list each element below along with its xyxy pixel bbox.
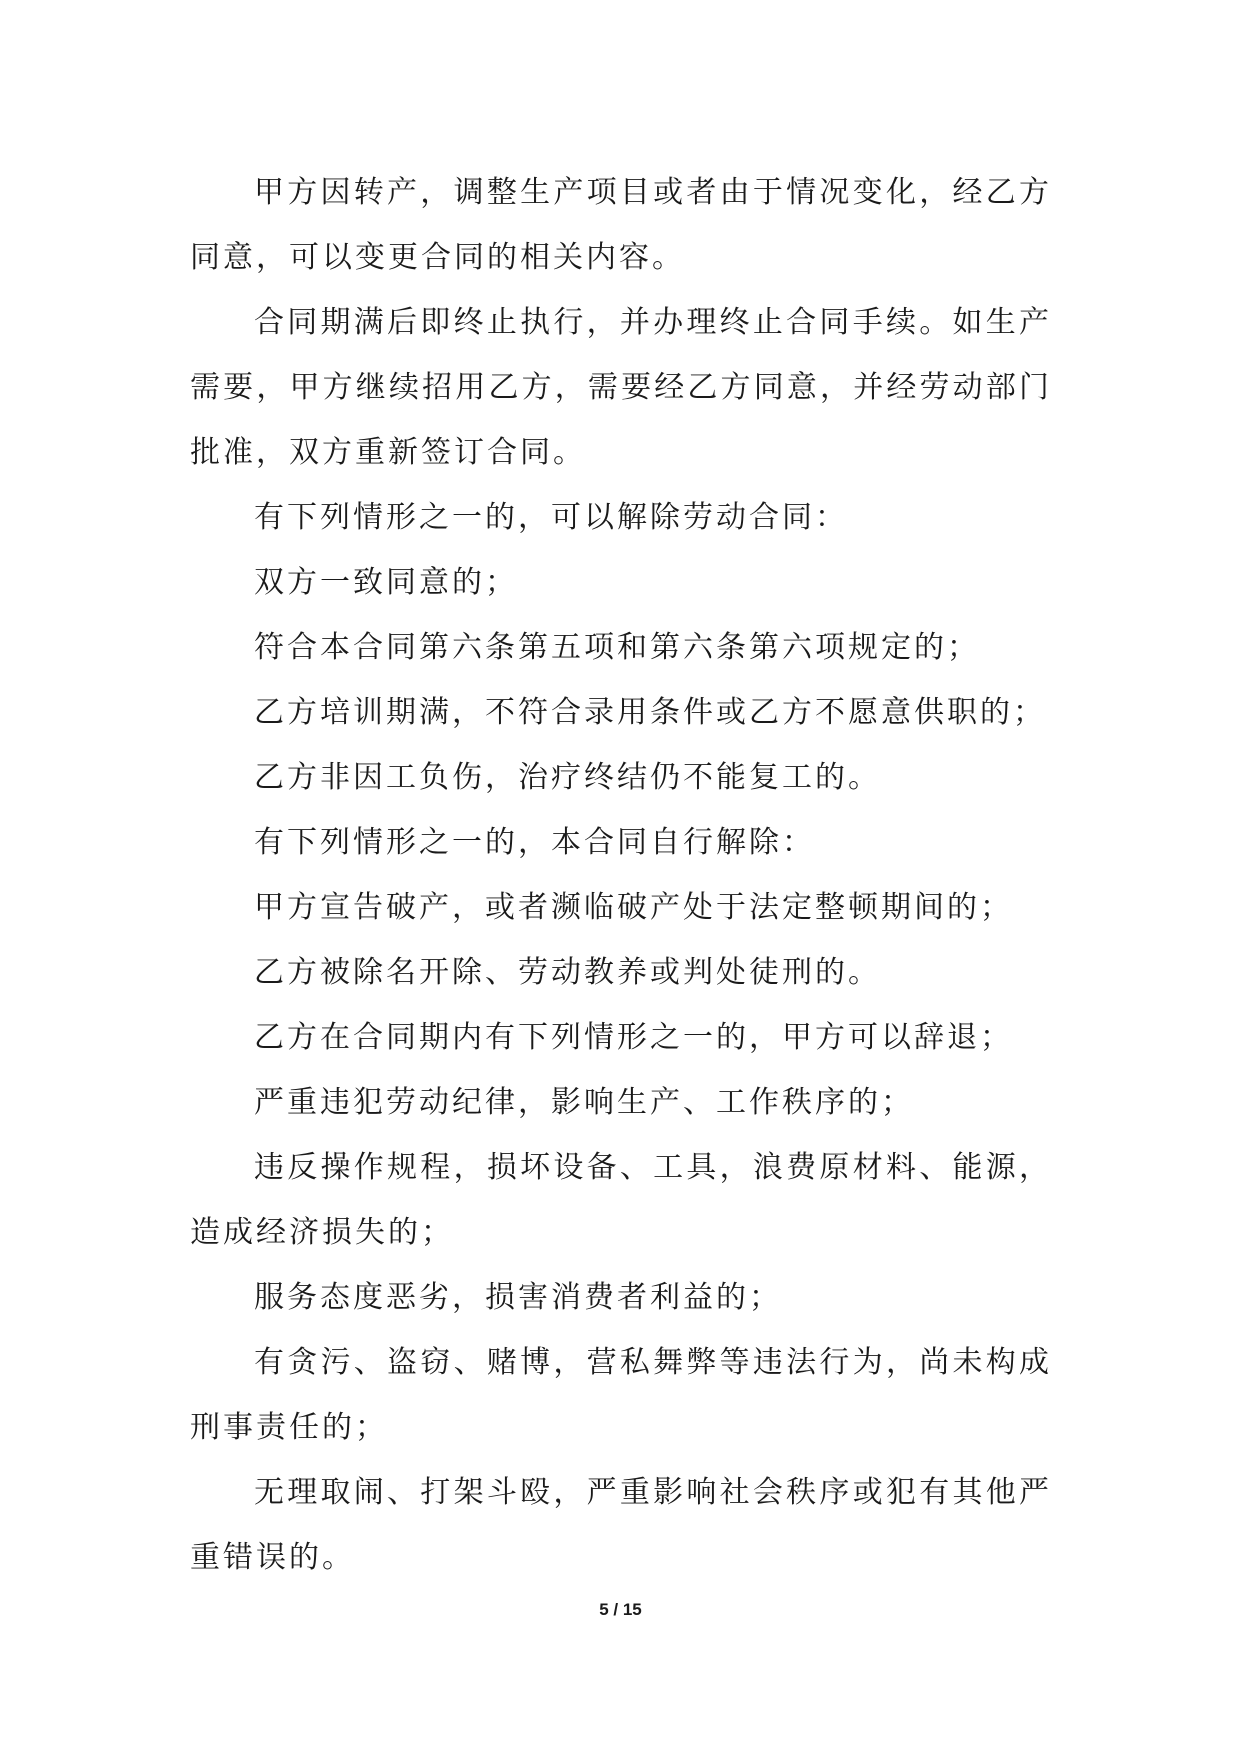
paragraph: 乙方被除名开除、劳动教养或判处徒刑的。 (254, 955, 881, 990)
document-body (190, 160, 1052, 1590)
paragraph: 合同期满后即终止执行，并办理终止合同手续。如生产需要，甲方继续招用乙方，需要经乙方同意，并经劳动部门批准，双方重新签订合同。 (190, 305, 1052, 470)
paragraph: 乙方非因工负伤，治疗终结仍不能复工的。 (254, 760, 881, 795)
paragraph: 有下列情形之一的，可以解除劳动合同： (254, 500, 848, 535)
paragraph: 甲方因转产，调整生产项目或者由于情况变化，经乙方同意，可以变更合同的相关内容。 (190, 175, 1052, 275)
paragraph: 严重违犯劳动纪律，影响生产、工作秩序的； (254, 1085, 914, 1120)
paragraph: 有下列情形之一的，本合同自行解除： (254, 825, 815, 860)
paragraph: 乙方在合同期内有下列情形之一的，甲方可以辞退； (254, 1020, 1013, 1055)
paragraph: 服务态度恶劣，损害消费者利益的； (254, 1280, 782, 1315)
paragraph: 符合本合同第六条第五项和第六条第六项规定的； (254, 630, 980, 665)
paragraph: 乙方培训期满，不符合录用条件或乙方不愿意供职的； (254, 695, 1046, 730)
paragraph: 违反操作规程，损坏设备、工具，浪费原材料、能源，造成经济损失的； (190, 1150, 1052, 1250)
page-number: 5 / 15 (599, 1600, 642, 1619)
paragraph: 甲方宣告破产，或者濒临破产处于法定整顿期间的； (254, 890, 1013, 925)
paragraph: 无理取闹、打架斗殴，严重影响社会秩序或犯有其他严重错误的。 (190, 1475, 1052, 1575)
paragraph: 双方一致同意的； (254, 565, 518, 600)
paragraph: 有贪污、盗窃、赌博，营私舞弊等违法行为，尚未构成刑事责任的； (190, 1345, 1052, 1445)
